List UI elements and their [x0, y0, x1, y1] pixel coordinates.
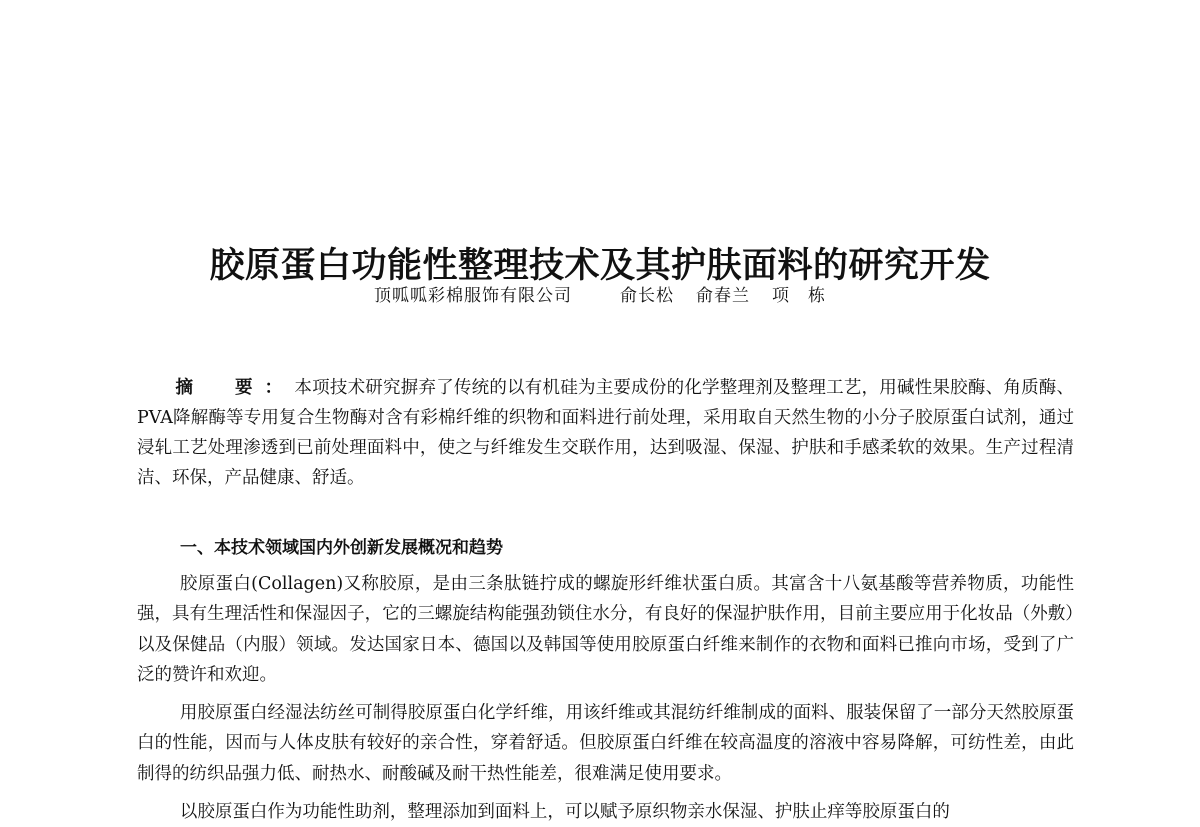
byline	[0, 283, 1200, 309]
author-name: 项 栋	[772, 286, 826, 306]
body-paragraph: 以胶原蛋白作为功能性助剂，整理添加到面料上，可以赋予原织物亲水保湿、护肤止痒等胶原蛋白的	[137, 797, 1074, 827]
section-heading: 一、本技术领域国内外创新发展概况和趋势	[180, 534, 503, 562]
paper-title: 胶原蛋白功能性整理技术及其护肤面料的研究开发	[0, 242, 1200, 290]
body-paragraph: 胶原蛋白(Collagen)又称胶原，是由三条肽链拧成的螺旋形纤维状蛋白质。其富含十八氨基酸等营养物质，功能性强，具有生理活性和保湿因子，它的三螺旋结构能强劲锁住水分，有良好的保湿护肤作用，目前主要应用于化妆品（外敷）以及保健品（内服）领域。发达国家日本、德国以及韩国等使用胶原蛋白纤维来制作的衣物和面料已推向市场，受到了广泛的赞许和欢迎。	[137, 569, 1074, 691]
abstract-label: 摘 要：	[176, 378, 295, 398]
abstract-text: 本项技术研究摒弃了传统的以有机硅为主要成份的化学整理剂及整理工艺，用碱性果胶酶、角质酶、PVA降解酶等专用复合生物酶对含有彩棉纤维的织物和面料进行前处理，采用取自天然生物的小分子胶原蛋白试剂，通过浸轧工艺处理渗透到已前处理面料中，使之与纤维发生交联作用，达到吸湿、保湿、护肤和手感柔软的效果。生产过程清洁、环保，产品健康、舒适。	[137, 378, 1074, 488]
abstract	[137, 373, 1074, 493]
author-name: 俞春兰	[696, 286, 750, 306]
company-name: 顶呱呱彩棉服饰有限公司	[374, 286, 572, 306]
body-paragraph: 用胶原蛋白经湿法纺丝可制得胶原蛋白化学纤维，用该纤维或其混纺纤维制成的面料、服装保留了一部分天然胶原蛋白的性能，因而与人体皮肤有较好的亲合性，穿着舒适。但胶原蛋白纤维在较高温度的溶液中容易降解，可纺性差，由此制得的纺织品强力低、耐热水、耐酸碱及耐干热性能差，很难满足使用要求。	[137, 698, 1074, 790]
author-name: 俞长松	[620, 286, 674, 306]
